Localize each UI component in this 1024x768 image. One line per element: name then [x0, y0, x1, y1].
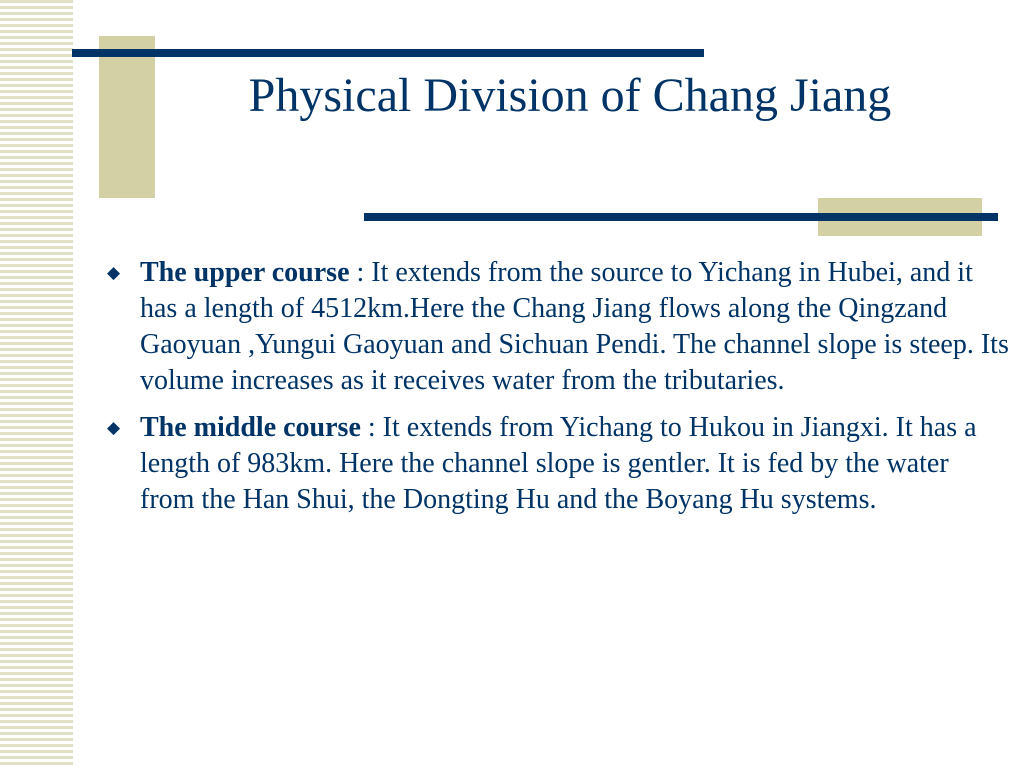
bullet-text: : It extends from the source to Yichang in Hubei, and it has a length of 4512km.Here the Chang Jiang flows along the Qingzand Gaoyuan ,Yungui Gaoyuan and Sichuan Pendi. The channel slope is steep. Its volume increases as it receives water from the tributaries.	[140, 257, 1009, 396]
diamond-bullet-icon: ◆	[107, 418, 121, 437]
bullet-term: The upper course	[140, 257, 350, 288]
diamond-bullet-icon: ◆	[107, 263, 121, 282]
slide-title: Physical Division of Chang Jiang	[248, 69, 892, 122]
decorative-stripe-band	[0, 0, 73, 768]
bullet-term: The middle course	[140, 412, 361, 443]
bullet-text: : It extends from Yichang to Hukou in Jiangxi. It has a length of 983km. Here the channel slope is gentler. It is fed by the water from the Han Shui, the Dongting Hu and the Boyang Hu systems.	[140, 412, 977, 515]
bullet-list	[105, 255, 1010, 529]
decorative-line-top	[72, 49, 704, 57]
decorative-line-bottom	[364, 213, 998, 221]
bullet-item-middle-course	[105, 410, 1010, 518]
bullet-item-upper-course	[105, 255, 1010, 399]
decorative-block-top	[99, 36, 155, 198]
